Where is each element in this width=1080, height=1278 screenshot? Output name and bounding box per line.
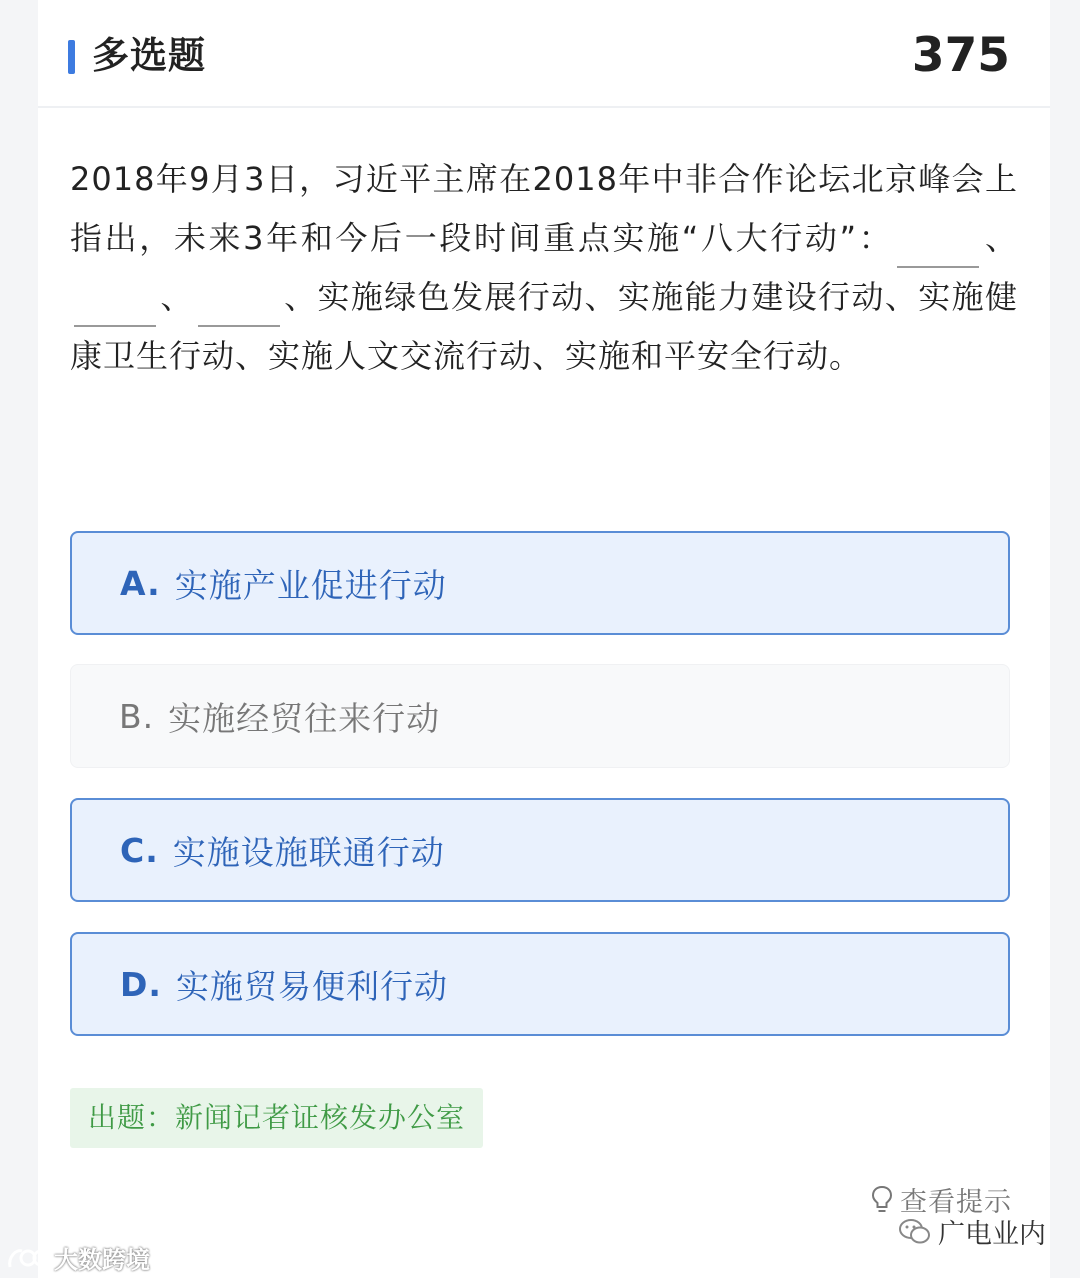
blank-separator-2: 、 [160,278,194,316]
option-b[interactable] [70,664,1010,768]
question-count: 375 [911,28,1010,83]
option-letter: B. [119,696,155,736]
blank-1 [897,226,979,268]
option-text: 实施设施联通行动 [172,832,445,872]
question-text [70,150,1018,386]
question-text-part2: 、实施绿色发展行动、实施能力建设行动、实施健康卫生行动、实施人文交流行动、实施和平安全行动。 [70,278,1018,375]
option-letter: A. [120,563,161,603]
option-a[interactable] [70,531,1010,635]
option-text: 实施产业促进行动 [174,565,447,605]
question-card [38,0,1050,1278]
question-source-badge: 出题：新闻记者证核发办公室 [70,1088,483,1148]
lightbulb-icon [870,1185,894,1215]
watermark-left [6,1240,150,1275]
watermark-logo-icon [6,1245,50,1271]
blank-separator-1: 、 [983,219,1018,257]
view-hint-label: 查看提示 [900,1187,1012,1218]
blank-3 [198,285,280,327]
watermark-right [898,1212,1046,1251]
option-text: 实施贸易便利行动 [175,966,448,1006]
option-d[interactable] [70,932,1010,1036]
accent-bar [68,40,75,74]
option-text: 实施经贸往来行动 [168,698,441,738]
wechat-icon [898,1217,932,1247]
option-letter: C. [120,830,159,870]
option-letter: D. [120,964,162,1004]
watermark-right-text: 广电业内 [938,1219,1046,1250]
question-header [38,0,1050,108]
option-c[interactable] [70,798,1010,902]
watermark-left-text: 大数跨境 [54,1246,150,1274]
question-text-part1: 2018年9月3日，习近平主席在2018年中非合作论坛北京峰会上指出，未来3年和今后一段时间重点实施“八大行动”： [70,160,1018,257]
question-type-title: 多选题 [92,34,206,77]
blank-2 [74,285,156,327]
